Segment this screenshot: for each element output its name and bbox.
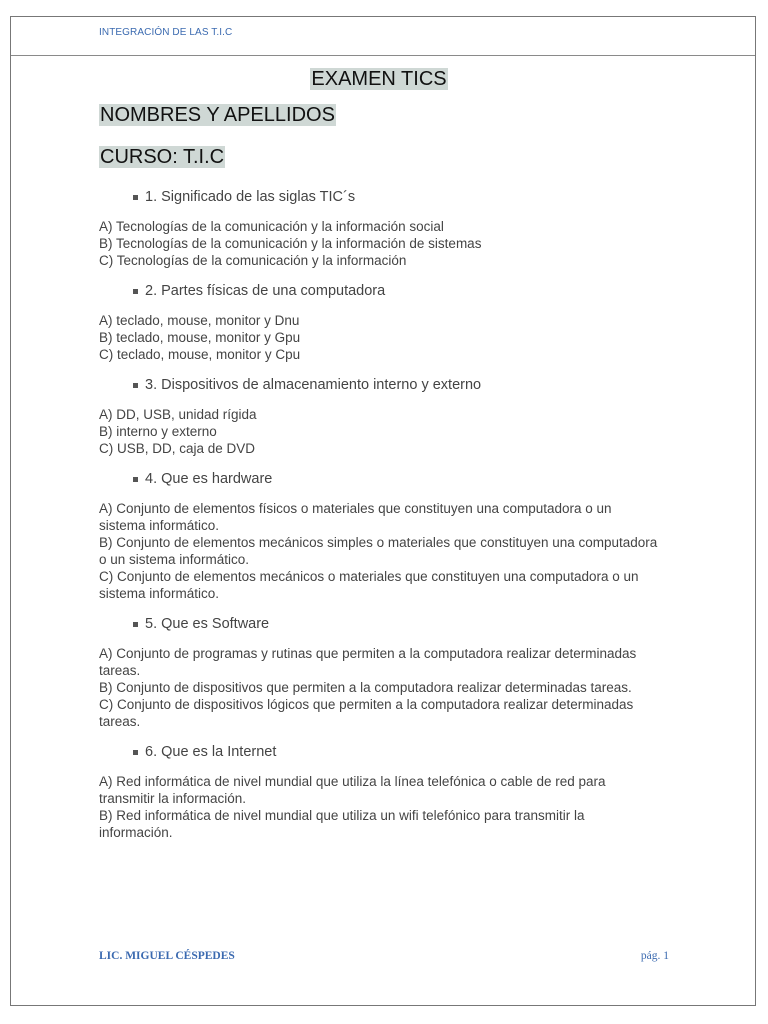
answer-option: B) Conjunto de dispositivos que permiten a la computadora realizar determinadas tareas. xyxy=(99,680,632,695)
answer-option: B) Tecnologías de la comunicación y la información de sistemas xyxy=(99,236,482,251)
question-text: 4. Que es hardware xyxy=(145,471,273,487)
answer-option: A) teclado, mouse, monitor y Dnu xyxy=(99,313,300,328)
question-5 xyxy=(133,616,659,632)
square-bullet-icon xyxy=(133,750,138,755)
question-text: 1. Significado de las siglas TIC´s xyxy=(145,189,356,205)
name-field: NOMBRES Y APELLIDOS xyxy=(100,104,335,126)
question-6 xyxy=(133,744,659,760)
answer-option: A) Conjunto de programas y rutinas que permiten a la computadora realizar determinadas tareas. xyxy=(99,646,637,678)
square-bullet-icon xyxy=(133,289,138,294)
footer-page-number: pág. 1 xyxy=(640,950,669,962)
answer-option: A) DD, USB, unidad rígida xyxy=(99,407,257,422)
answer-option: C) USB, DD, caja de DVD xyxy=(99,441,256,456)
question-4 xyxy=(133,471,659,487)
answer-option: C) teclado, mouse, monitor y Cpu xyxy=(99,347,301,362)
document-body xyxy=(99,68,659,841)
answer-option: B) interno y externo xyxy=(99,424,217,439)
question-list xyxy=(99,189,659,841)
answer-option: B) teclado, mouse, monitor y Gpu xyxy=(99,330,301,345)
answer-option: C) Conjunto de dispositivos lógicos que permiten a la computadora realizar determinadas tareas. xyxy=(99,697,634,729)
footer-author: LIC. MIGUEL CÉSPEDES xyxy=(99,950,235,962)
answer-option: A) Tecnologías de la comunicación y la información social xyxy=(99,219,444,234)
question-text: 3. Dispositivos de almacenamiento interno y externo xyxy=(145,377,482,393)
question-3 xyxy=(133,377,659,393)
header-divider xyxy=(11,55,755,56)
question-text: 6. Que es la Internet xyxy=(145,744,277,760)
answer-option: C) Tecnologías de la comunicación y la información xyxy=(99,253,407,268)
name-field-row xyxy=(99,99,659,133)
square-bullet-icon xyxy=(133,477,138,482)
page-header: INTEGRACIÓN DE LAS T.I.C xyxy=(99,27,233,38)
exam-title-row xyxy=(99,68,659,91)
answer-option: C) Conjunto de elementos mecánicos o materiales que constituyen una computadora o un sistema informático. xyxy=(99,569,639,601)
question-1 xyxy=(133,189,659,205)
next-page-edge xyxy=(10,1005,756,1006)
exam-title: EXAMEN TICS xyxy=(311,68,447,90)
course-field-row xyxy=(99,141,659,175)
question-2 xyxy=(133,283,659,299)
square-bullet-icon xyxy=(133,195,138,200)
question-text: 2. Partes físicas de una computadora xyxy=(145,283,386,299)
answer-option: B) Conjunto de elementos mecánicos simples o materiales que constituyen una computadora o un sistema informático. xyxy=(99,535,658,567)
answer-option: B) Red informática de nivel mundial que utiliza un wifi telefónico para transmitir la información. xyxy=(99,808,585,840)
answer-option: A) Conjunto de elementos físicos o materiales que constituyen una computadora o un sistema informático. xyxy=(99,501,612,533)
square-bullet-icon xyxy=(133,383,138,388)
answer-option: A) Red informática de nivel mundial que utiliza la línea telefónica o cable de red para transmitir la información. xyxy=(99,774,606,806)
question-text: 5. Que es Software xyxy=(145,616,270,632)
course-field: CURSO: T.I.C xyxy=(100,146,225,168)
square-bullet-icon xyxy=(133,622,138,627)
